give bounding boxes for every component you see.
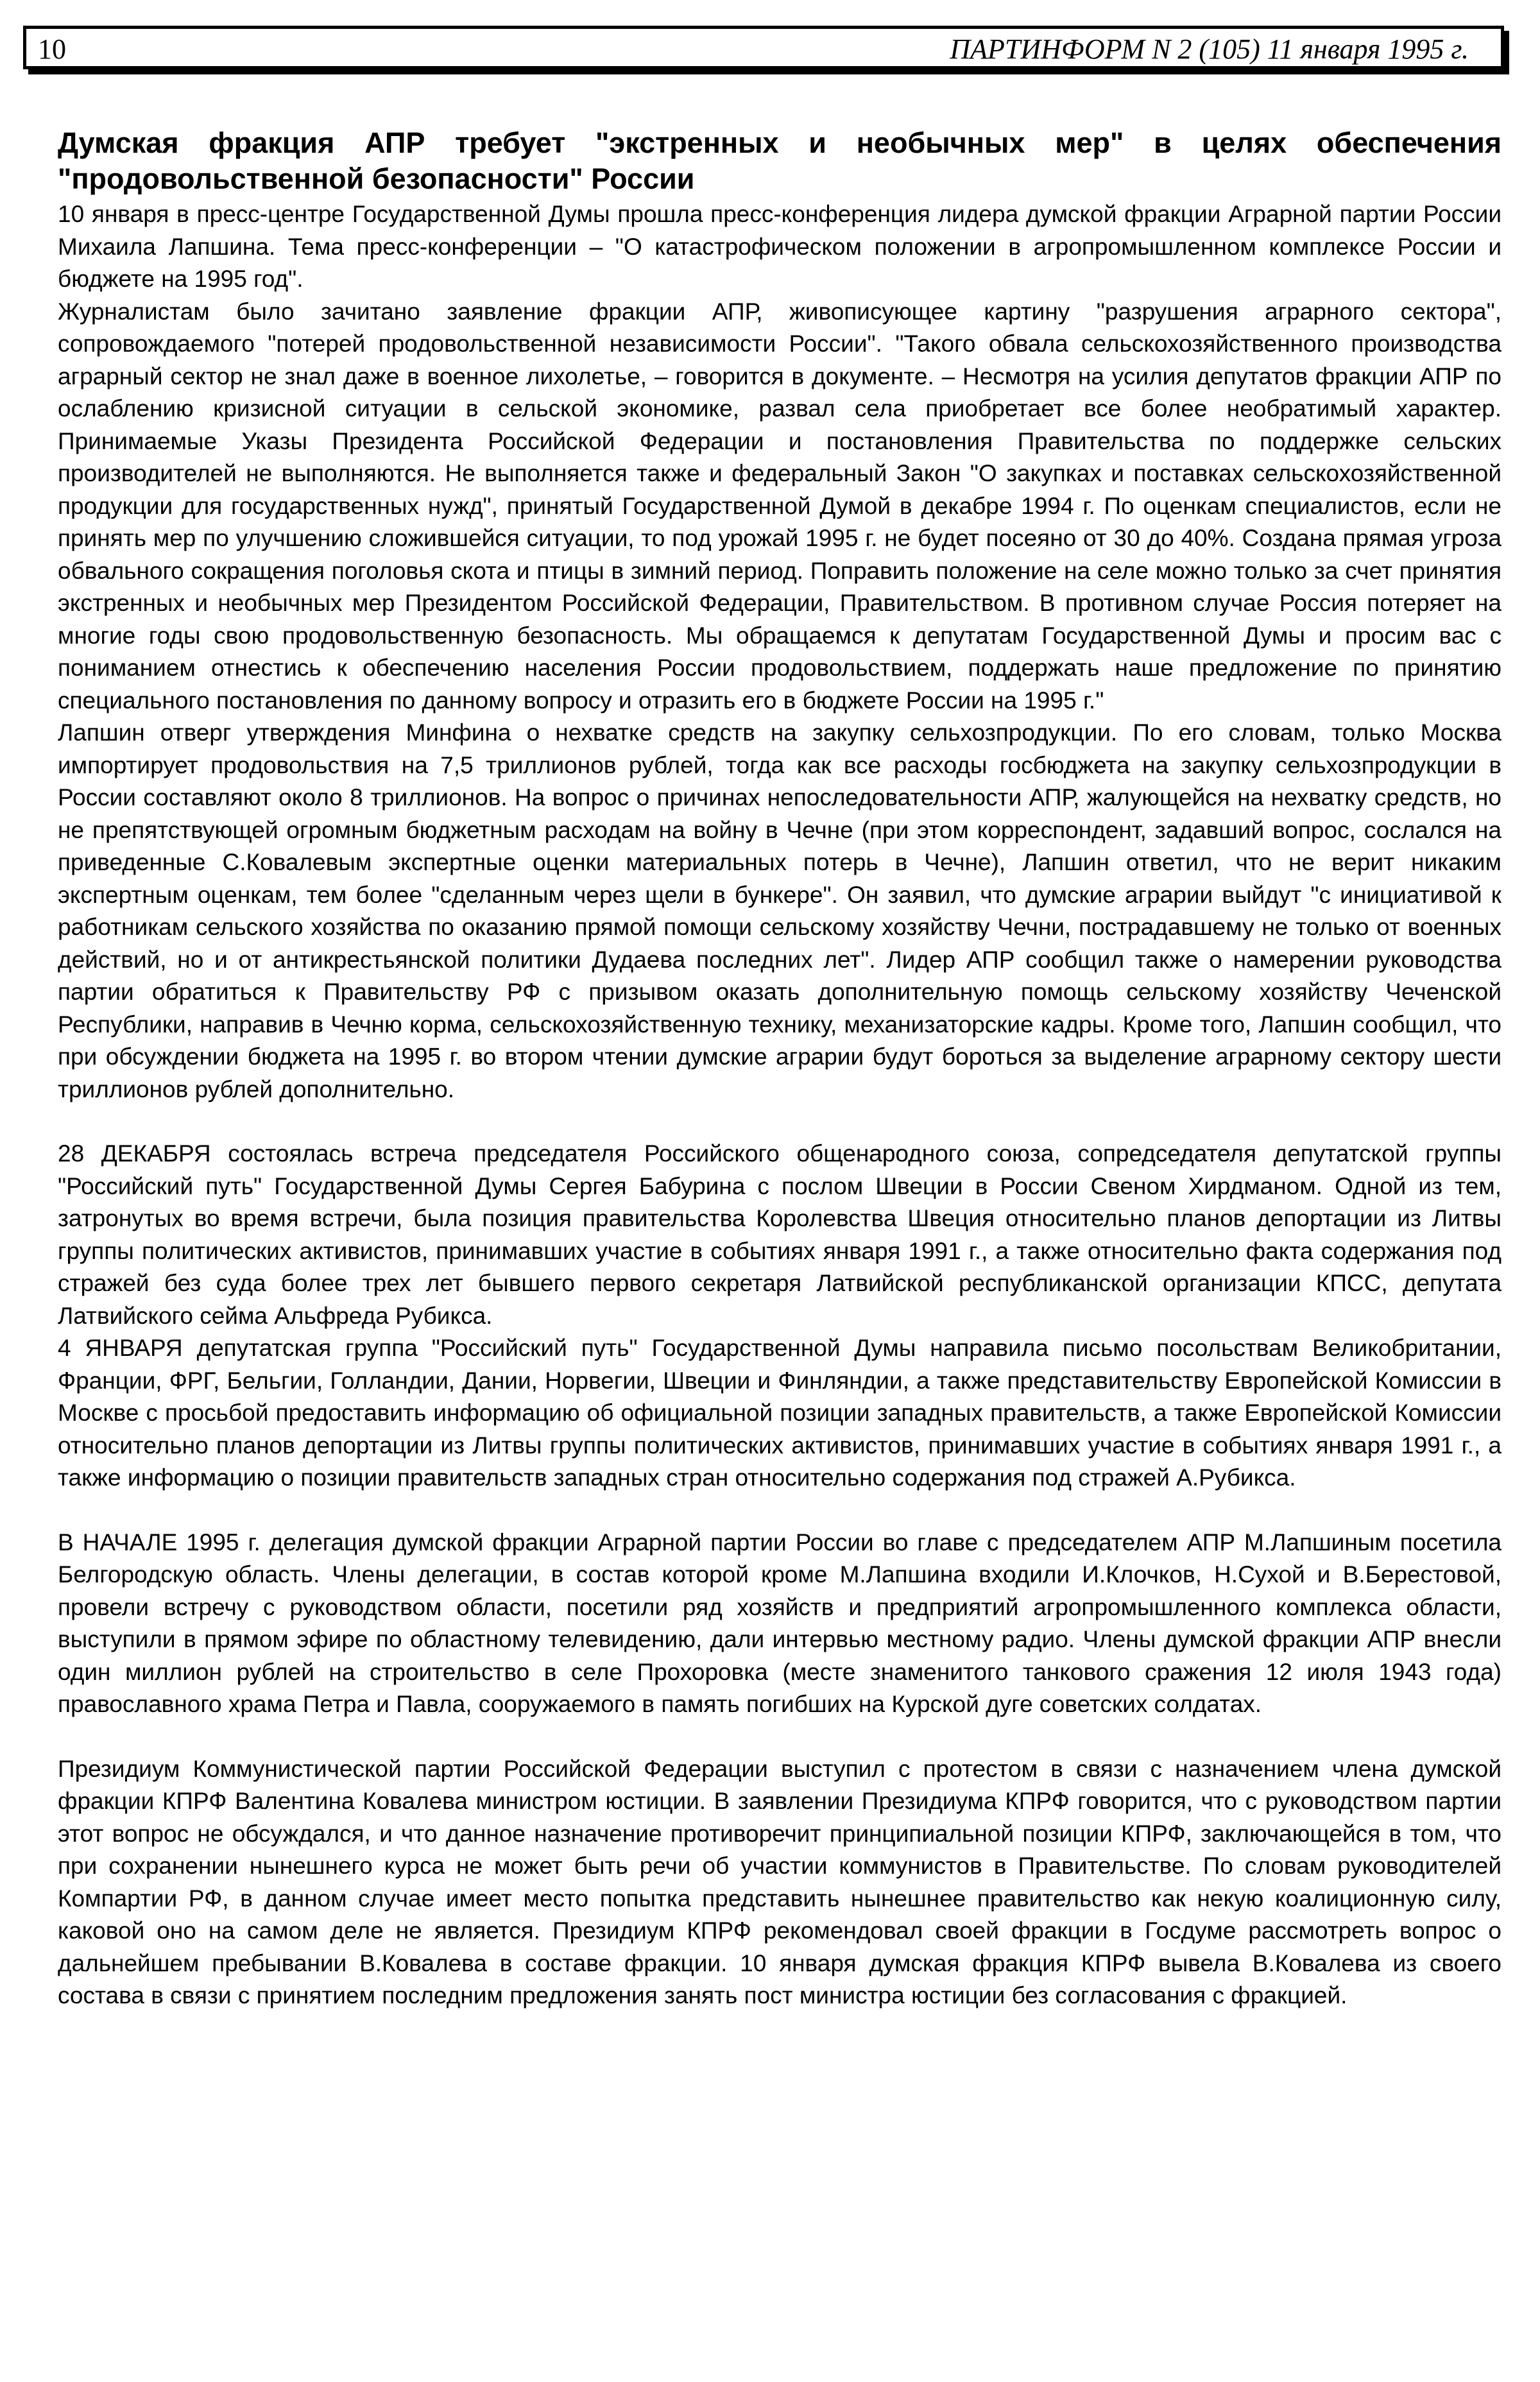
article-russian-path bbox=[58, 1138, 1502, 1495]
paragraph: 28 ДЕКАБРЯ состоялась встреча председателя Российского общенародного союза, сопредседателя депутатской группы "Российский путь" Государственной Думы Сергея Бабурина с послом Швеции в России Свеном Хирдманом. Одной из тем, затронутых во время встречи, была позиция правительства Королевства Швеция относительно планов депортации из Литвы группы политических активистов, принимавших участие в событиях января 1991 г., а также относительно факта содержания под стражей без суда более трех лет бывшего первого секретаря Латвийской республиканской организации КПСС, депутата Латвийского сейма Альфреда Рубикса. bbox=[58, 1140, 1502, 1329]
paragraph: 4 ЯНВАРЯ депутатская группа "Российский путь" Государственной Думы направила письмо посольствам Великобритании, Франции, ФРГ, Бельгии, Голландии, Дании, Норвегии, Швеции и Финляндии, а также представительству Европейской Комиссии в Москве с просьбой предоставить информацию об официальной позиции западных правительств, а также Европейской Комиссии относительно планов депортации из Литвы группы политических активистов, принимавших участие в событиях января 1991 г., а также информацию о позиции правительств западных стран относительно содержания под стражей А.Рубикса. bbox=[58, 1335, 1502, 1491]
page-header bbox=[23, 26, 1504, 69]
paragraph: Президиум Коммунистической партии Российской Федерации выступил с протестом в связи с назначением члена думской фракции КПРФ Валентина Ковалева министром юстиции. В заявлении Президиума КПРФ говорится, что с руководством партии этот вопрос не обсуждался, и что данное назначение противоречит принципиальной позиции КПРФ, заключающейся в том, что при сохранении нынешнего курса не может быть речи об участии коммунистов в Правительстве. По словам руководителей Компартии РФ, в данном случае имеет место попытка представить нынешнее правительство как некую коалиционную силу, каковой оно на самом деле не является. Президиум КПРФ рекомендовал своей фракции в Госдуме рассмотреть вопрос о дальнейшем пребывании В.Ковалева в составе фракции. 10 января думская фракция КПРФ вывела В.Ковалева из своего состава в связи с принятием последним предложения занять пост министра юстиции без согласования с фракцией. bbox=[58, 1755, 1502, 2009]
article-apr-food-security bbox=[58, 125, 1502, 1106]
section-gap bbox=[58, 1106, 1502, 1138]
masthead: ПАРТИНФОРМ N 2 (105) 11 января 1995 г. bbox=[950, 33, 1469, 65]
section-gap bbox=[58, 1495, 1502, 1527]
page-number: 10 bbox=[38, 33, 66, 65]
paragraph: 10 января в пресс-центре Государственной Думы прошла пресс-конференция лидера думской фракции Аграрной партии России Михаила Лапшина. Тема пресс-конференции – "О катастрофическом положении в агропромышленном комплексе России и бюджете на 1995 год". bbox=[58, 201, 1502, 292]
article-kprf-protest bbox=[58, 1753, 1502, 2012]
paragraph: Лапшин отверг утверждения Минфина о нехватке средств на закупку сельхозпродукции. По его словам, только Москва импортирует продовольствия на 7,5 триллионов рублей, тогда как все расходы госбюджета на закупку сельхозпродукции в России составляют около 8 триллионов. На вопрос о причинах непоследовательности АПР, жалующейся на нехватку средств, но не препятствующей огромным бюджетным расходам на войну в Чечне (при этом корреспондент, задавший вопрос, сослался на приведенные С.Ковалевым экспертные оценки материальных потерь в Чечне), Лапшин ответил, что не верит никаким экспертным оценкам, тем более "сделанным через щели в бункере". Он заявил, что думские аграрии выйдут "с инициативой к работникам сельского хозяйства по оказанию прямой помощи сельскому хозяйству Чечни, пострадавшему не только от военных действий, но и от антикрестьянской политики Дудаева последних лет". Лидер АПР сообщил также о намерении руководства партии обратиться к Правительству РФ с призывом оказать дополнительную помощь сельскому хозяйству Чеченской Республики, направив в Чечню корма, сельскохозяйственную технику, механизаторские кадры. Кроме того, Лапшин сообщил, что при обсуждении бюджета на 1995 г. во втором чтении думские аграрии будут бороться за выделение аграрному сектору шести триллионов рублей дополнительно. bbox=[58, 719, 1502, 1102]
paragraph: Журналистам было зачитано заявление фракции АПР, живописующее картину "разрушения аграрного сектора", сопровождаемого "потерей продовольственной независимости России". "Такого обвала сельскохозяйственного производства аграрный сектор не знал даже в военное лихолетье, – говорится в документе. – Несмотря на усилия депутатов фракции АПР по ослаблению кризисной ситуации в сельской экономике, развал села приобретает все более необратимый характер. Принимаемые Указы Президента Российской Федерации и постановления Правительства по поддержке сельских производителей не выполняются. Не выполняется также и федеральный Закон "О закупках и поставках сельскохозяйственной продукции для государственных нужд", принятый Государственной Думой в декабре 1994 г. По оценкам специалистов, если не принять мер по улучшению сложившейся ситуации, то под урожай 1995 г. не будет посеяно от 30 до 40%. Создана прямая угроза обвального сокращения поголовья скота и птицы в зимний период. Поправить положение на селе можно только за счет принятия экстренных и необычных мер Президентом Российской Федерации, Правительством. В противном случае Россия потеряет на многие годы свою продовольственную безопасность. Мы обращаемся к депутатам Государственной Думы и просим вас с пониманием отнестись к обеспечению населения России продовольствием, поддержать наше предложение по принятию специального постановления по данному вопросу и отразить его в бюджете России на 1995 г." bbox=[58, 298, 1502, 714]
article-headline: Думская фракция АПР требует "экстренных и необычных мер" в целях обеспечения "продовольственной безопасности" России bbox=[58, 126, 1502, 195]
page-content bbox=[58, 125, 1502, 2012]
section-gap bbox=[58, 1721, 1502, 1753]
paragraph: В НАЧАЛЕ 1995 г. делегация думской фракции Аграрной партии России во главе с председателем АПР М.Лапшиным посетила Белгородскую область. Члены делегации, в состав которой кроме М.Лапшина входили И.Клочков, Н.Сухой и В.Берестовой, провели встречу с руководством области, посетили ряд хозяйств и предприятий агропромышленного комплекса области, выступили в прямом эфире по областному телевидению, дали интервью местному радио. Члены думской фракции АПР внесли один миллион рублей на строительство в селе Прохоровка (месте знаменитого танкового сражения 12 июля 1943 года) православного храма Петра и Павла, сооружаемого в память погибших на Курской дуге советских солдатах. bbox=[58, 1529, 1502, 1717]
article-belgorod-visit bbox=[58, 1527, 1502, 1721]
